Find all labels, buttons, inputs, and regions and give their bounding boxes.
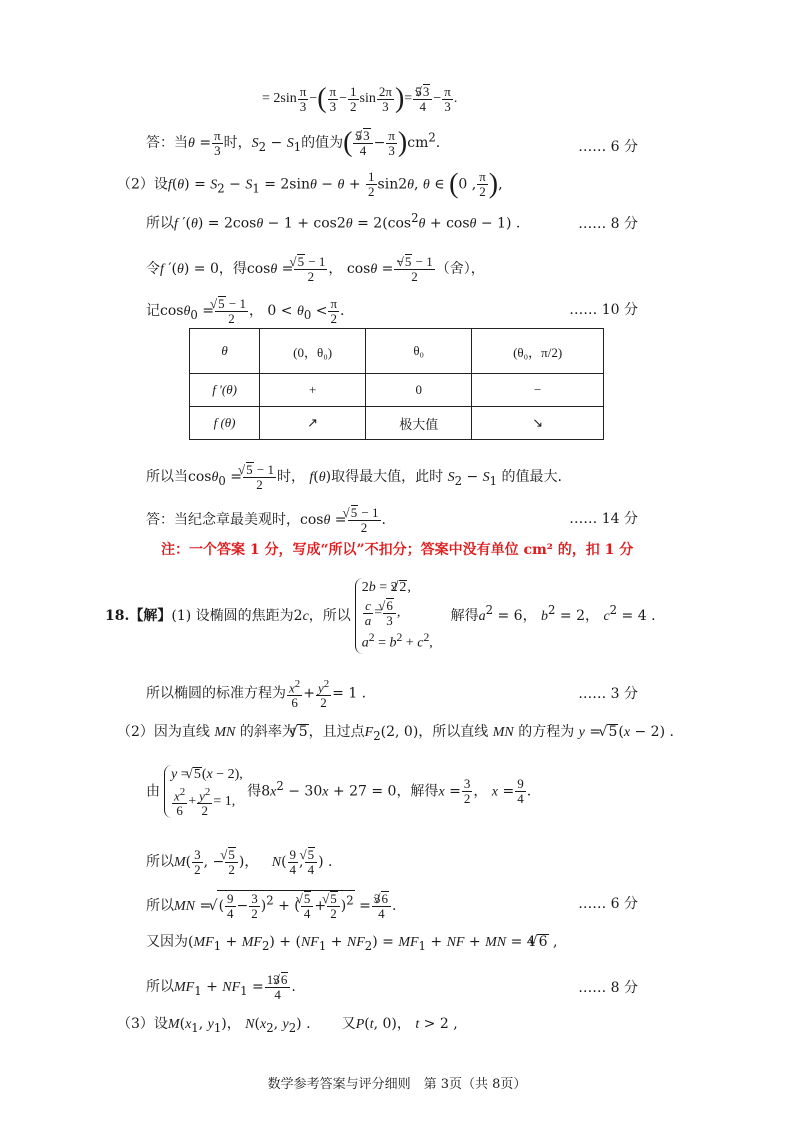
- text: 所以: [146, 979, 174, 995]
- text: 又: [341, 1016, 356, 1032]
- final-answer-line: 答：当纪念章最美观时，cosθ = √ $\frac{5 - 1}{2}$ .: [146, 505, 386, 535]
- text: 所以当: [146, 469, 188, 485]
- text: 所以: [146, 215, 174, 232]
- q18-part1: 18.【解】(1) 设椭圆的焦距为2c，所以 2b = 2√ 2, $\frac{c}{a}$ = √ $\frac{6}{3}$ , $a^2 = b^2 + c^2$, 解得$a^2 = 6$， $b^2 = 2$， $c^2 = 4$ .: [105, 578, 656, 654]
- root-line: 令f ′(θ) = 0，得cosθ = √ $\frac{5 - 1}{2}$ ， cosθ = $\frac{-√ 5 - 1}{2}$ （舍），: [146, 254, 485, 284]
- equation-line-1: = 2sin $\frac{\pi}{3}$ −( $\frac{\pi}{3}$ − $\frac{1}{2}$ sin $\frac{2\pi}{3}$ )= $\frac{5√ 3}{4}$ − $\frac{\pi}{3}$ .: [262, 84, 457, 114]
- text: （舍），: [435, 261, 485, 277]
- text: ，所以: [308, 607, 351, 624]
- table-cell: f ′(θ): [190, 374, 260, 407]
- score-10: …… 10 分: [569, 302, 638, 318]
- points-line: 所以M( $\frac{3}{2}$ , − √ $\frac{5}{2}$ )， N( $\frac{9}{4}$ , √ $\frac{5}{4}$ ) .: [146, 847, 333, 877]
- table-cell: θ: [190, 329, 260, 374]
- text: （3）设: [117, 1016, 168, 1032]
- text: 又因为: [146, 934, 188, 950]
- text: 所以椭圆的标准方程为: [146, 685, 286, 702]
- text: 的方程为: [518, 724, 575, 740]
- ellipse-standard-equation: 所以椭圆的标准方程为 $\frac{x^2}{6}$ + $\frac{y^2}{2}$ = 1 .: [146, 678, 367, 711]
- score-3: …… 3 分: [578, 686, 638, 702]
- table-cell: ↘: [472, 407, 604, 440]
- table-cell: 0: [366, 374, 472, 407]
- q18-part2: （2）因为直线 MN 的斜率为√ 5，且过点$F_2(2$, 0)，所以直线 MN 的方程为 y = √ 5(x − 2) .: [117, 724, 674, 742]
- table-cell: (θ₀，π/2): [472, 329, 604, 374]
- text: ，解得: [396, 783, 439, 800]
- text: 记: [146, 303, 160, 319]
- text: 答：当: [146, 135, 188, 151]
- text: ，得: [218, 261, 247, 277]
- table-cell: (0，θ₀): [260, 329, 366, 374]
- text: （2）因为直线: [117, 724, 210, 740]
- table-cell: ↗: [260, 407, 366, 440]
- table-cell: θ₀: [366, 329, 472, 374]
- text: 时，: [276, 469, 305, 485]
- text: 所以: [146, 898, 174, 914]
- answer-line-1: 答：当θ = $\frac{\pi}{3}$ 时，$S_2 - S_1$的值为( $\frac{5√ 3}{4}$ − $\frac{\pi}{3}$ )$cm^2$.: [146, 128, 440, 158]
- text: 的斜率为: [239, 724, 296, 740]
- page-footer: 数学参考答案与评分细则 第 3页（共 8页）: [267, 1077, 527, 1092]
- table-row: [190, 329, 604, 374]
- sum-line: 所以$MF_1 + NF_1$ = $\frac{13√ 6}{4}$ .: [146, 972, 296, 1002]
- theta0-line: 记cosθ$_0$ = √ $\frac{5 - 1}{2}$ ， $0 < \theta_0$ < $\frac{\pi}{2}$ .: [146, 296, 344, 326]
- table-cell: f (θ): [190, 407, 260, 440]
- equation-system: 2b = 2√ 2, $\frac{c}{a}$ = √ $\frac{6}{3}$ , $a^2 = b^2 + c^2$,: [355, 578, 433, 654]
- text: 由: [146, 783, 160, 800]
- text: 令: [146, 261, 160, 277]
- system-solve-line: 由 y = √ 5(x − 2), $\frac{x^2}{6}$ + $\frac{y^2}{2}$ = 1, 得$8x^2 - 30x + 27 = 0$，解得x = $\frac{3}{2}$ ， x = $\frac{9}{4}$ .: [146, 765, 531, 818]
- text: 所以: [146, 854, 174, 870]
- derivative-line: 所以f $'(\theta) = 2\cos\theta - 1 + \cos 2\theta = 2(\cos^2\theta + \cos\theta - 1)$ .: [146, 211, 521, 232]
- text: 得: [247, 783, 262, 800]
- table-cell: −: [472, 374, 604, 407]
- q18-part3: （3）设$M(x_1$, $y_1$)， $N(x_2$, $y_2$) . 又P(t, 0)， t > 2 ,: [117, 1016, 458, 1035]
- score-6-b: …… 6 分: [578, 896, 638, 912]
- score-14: …… 14 分: [569, 511, 638, 527]
- text: 答：当纪念章最美观时，: [146, 512, 300, 528]
- table-row: [190, 374, 604, 407]
- text: 解得: [450, 607, 479, 624]
- text: （2）设: [117, 176, 168, 193]
- score-8-a: …… 8 分: [578, 216, 638, 232]
- text: 时，: [223, 135, 252, 151]
- variation-table: [189, 328, 604, 440]
- equation-system: y = √ 5(x − 2), $\frac{x^2}{6}$ + $\frac{y^2}{2}$ = 1,: [164, 765, 243, 818]
- max-value-line: 所以当cosθ$_0$ = √ $\frac{5 - 1}{2}$ 时， f(θ)取得最大值，此时 $S_2 - S_1$ 的值最大.: [146, 462, 562, 492]
- text: (1) 设椭圆的焦距为: [171, 607, 294, 624]
- text: ，且过点: [308, 724, 365, 740]
- table-row: [190, 407, 604, 440]
- part2-definition: （2）设$f(\theta) = S_2 - S_1 = 2\sin\theta - \theta$ + $\frac{1}{2}$ sin2θ, θ ∈ (0 , $\frac{\pi}{2}$ ),: [117, 168, 503, 200]
- text: 取得最大值，此时: [331, 469, 444, 485]
- text: 的值最大.: [501, 469, 562, 485]
- score-6-a: …… 6 分: [578, 139, 638, 155]
- question-number: 18.【解】: [105, 607, 172, 624]
- text: 的值为: [301, 135, 344, 151]
- table-cell: 极大值: [366, 407, 472, 440]
- table-cell: +: [260, 374, 366, 407]
- grading-note: 注：一个答案 1 分，写成“所以”不扣分；答案中没有单位 cm² 的，扣 1 分: [161, 542, 634, 558]
- perimeter-line: 又因为$(MF_1 + MF_2) + (NF_1 + NF_2) = MF_1$ + NF + MN = 4√ 6 ,: [146, 934, 557, 952]
- mn-length-line: 所以MN = √ ( $\frac{9}{4}$ − $\frac{3}{2}$ )$^2$ + ( √ $\frac{5}{4}$ + √ $\frac{5}{2}$ )$^2$ = $\frac{3√ 6}{4}$ .: [146, 890, 396, 921]
- score-8-b: …… 8 分: [578, 980, 638, 996]
- text: ，所以直线: [418, 724, 489, 740]
